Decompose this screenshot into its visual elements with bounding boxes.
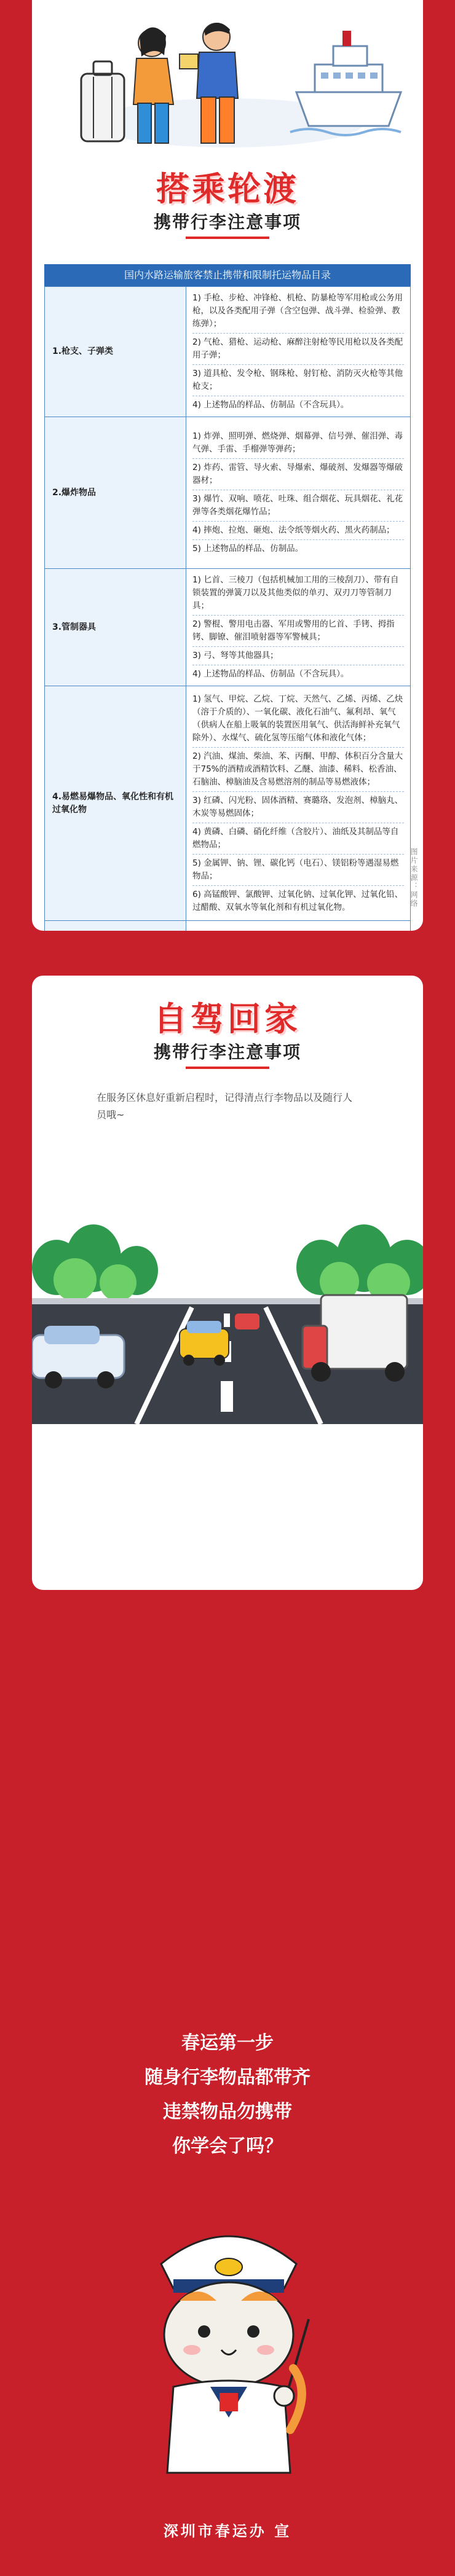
prohibited-items-table [44,286,411,931]
item-text: 4) 摔炮、拉炮、砸炮、法令纸等烟火药、黑火药制品； [192,521,404,537]
category-cell [45,921,186,931]
watermark: 图片来源：网络 [410,848,418,908]
item-text: 3) 道具枪、发令枪、钢珠枪、射钉枪、消防灭火枪等其他枪支； [192,364,404,393]
item-text: 2) 气枪、猎枪、运动枪、麻醉注射枪等民用枪以及各类配用子弹； [192,333,404,362]
item-text: 2) 警棍、警用电击器、军用或警用的匕首、手铐、拇指铐、脚镣、催泪喷射器等军警械具； [192,615,404,644]
item-text: 4) 上述物品的样品、仿制品（不含玩具）。 [192,396,404,412]
item-text: 3) 红磷、闪光粉、固体酒精、赛璐珞、发泡剂、樟脑丸、木炭等易燃固体； [192,791,404,820]
item-text: 2) 汽油、煤油、柴油、苯、丙酮、甲醇、体积百分含量大于75%的酒精或酒精饮料、乙醚、油漆、稀料、松香油、石脑油、樟脑油及含易燃溶剂的制品等易燃液体； [192,747,404,789]
table-row [45,921,411,931]
section-subtitle: 携带行李注意事项 [153,1042,301,1062]
highway-illustration [32,1209,423,1424]
driving-card [32,976,423,1590]
slogan-line: 你学会了吗？ [172,2136,283,2157]
slogan-line: 违禁物品勿携带 [163,2101,292,2123]
category-cell: 1.枪支、子弹类 [45,287,186,417]
item-text: 5) 上述物品的样品、仿制品。 [192,539,404,555]
items-cell [186,686,411,921]
category-cell: 2.爆炸物品 [45,417,186,569]
section-title: 搭乘轮渡 [156,170,299,208]
item-text: 3) 爆竹、双响、喷花、吐珠、组合烟花、玩具烟花、礼花弹等各类烟花爆竹品； [192,490,404,519]
table-row [45,569,411,686]
table-row [45,686,411,921]
slogan-line: 春运第一步 [181,2032,274,2054]
slogan-line: 随身行李物品都带齐 [144,2067,311,2088]
items-cell [186,417,411,569]
item-text: 1) 匕首、三棱刀（包括机械加工用的三棱刮刀）、带有自锁装置的弹簧刀以及其他类似的单刃、双刃刀等管制刀具； [192,575,399,611]
item-text: 4) 上述物品的样品、仿制品（不含玩具）。 [192,665,404,681]
footer-credit: 深圳市春运办 宣 [163,2523,292,2540]
item-text: 5) 金属钾、钠、锂、碳化钙（电石）、镁铝粉等遇湿易燃物品； [192,854,404,883]
title-underline [186,237,269,239]
items-cell [186,569,411,686]
category-cell: 3.管制器具 [45,569,186,686]
cat-mascot-illustration [143,2187,315,2494]
item-text: 3) 弓、弩等其他器具； [192,646,404,662]
section-title: 自驾回家 [154,1000,301,1038]
table-header: 国内水路运输旅客禁止携带和限制托运物品目录 [44,264,411,286]
intro-text: 在服务区休息好重新启程时，记得清点行李物品以及随行人员哦~ [97,1092,353,1121]
item-text: 4) 黄磷、白磷、硝化纤维（含胶片）、油纸及其制品等自燃物品； [192,823,404,851]
item-text: 2) 炸药、雷管、导火索、导爆索、爆破剂、发爆器等爆破器材； [192,458,404,487]
items-cell [186,287,411,417]
item-text: 1) 手枪、步枪、冲锋枪、机枪、防暴枪等军用枪或公务用枪，以及各类配用子弹（含空包弹、战斗弹、检验弹、教练弹）； [192,293,403,329]
item-text: 1) 氢气、甲烷、乙烷、丁烷、天然气、乙烯、丙烯、乙炔（溶于介质的）、一氧化碳、液化石油气、氟利昂、氧气（供病人在船上吸氧的装置医用氧气、供活海鲜补充氧气除外）、水煤气、硫化氢等压缩气体和液化气体； [192,694,403,743]
category-cell: 4.易燃易爆物品、氧化性和有机过氧化物 [45,686,186,921]
ferry-card [32,0,423,931]
table-row [45,417,411,569]
item-text: 6) 高锰酸钾、氯酸钾、过氧化钠、过氧化钾、过氧化铅、过醋酸、双氧水等氧化剂和有机过氧化物。 [192,885,404,914]
travel-illustration [32,0,423,151]
item-text: 1) 炸弹、照明弹、燃烧弹、烟幕弹、信号弹、催泪弹、毒气弹、手雷、手榴弹等弹药； [192,431,403,454]
title-underline [186,1067,269,1069]
items-cell [186,921,411,931]
table-row [45,287,411,417]
section-subtitle: 携带行李注意事项 [153,212,301,232]
